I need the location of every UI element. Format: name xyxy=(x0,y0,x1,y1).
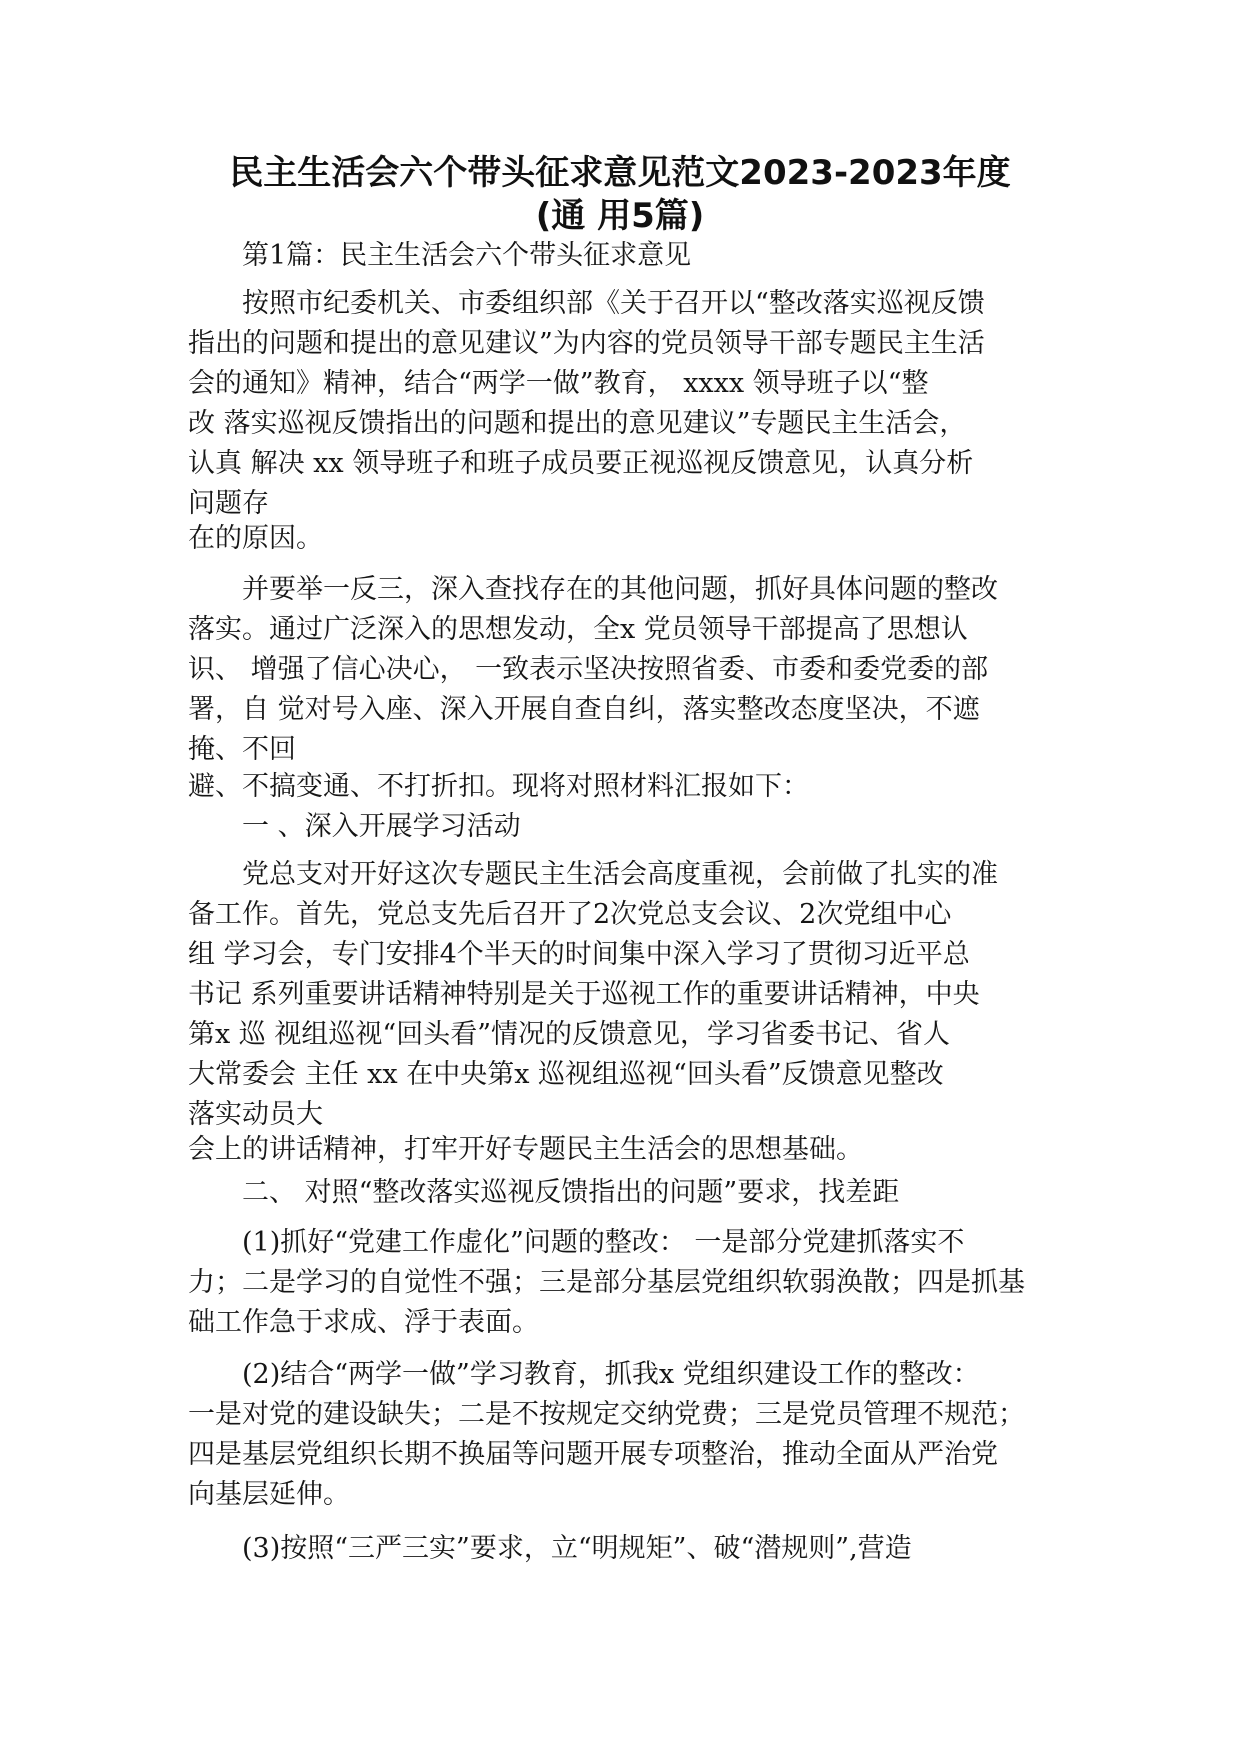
paragraph-line: 一是对党的建设缺失；二是不按规定交纳党费；三是党员管理不规范； xyxy=(188,1399,1025,1430)
paragraph-line: 署，自 觉对号入座、深入开展自查自纠，落实整改态度坚决，不遮 xyxy=(188,694,980,725)
paragraph-line: 识、 增强了信心决心， 一致表示坚决按照省委、市委和委党委的部 xyxy=(188,654,989,685)
paragraph-line: 组 学习会，专门安排4个半天的时间集中深入学习了贯彻习近平总 xyxy=(188,939,970,970)
paragraph-line: 按照市纪委机关、市委组织部《关于召开以“整改落实巡视反馈 xyxy=(242,288,985,319)
paragraph-line: 会的通知》精神，结合“两学一做”教育， xxxx 领导班子以“整 xyxy=(188,368,929,399)
document-title-line2: (通 用5篇) xyxy=(535,196,705,236)
section-heading: 二、 对照“整改落实巡视反馈指出的问题”要求，找差距 xyxy=(242,1177,900,1208)
paragraph-line: 四是基层党组织长期不换届等问题开展专项整治，推动全面从严治党 xyxy=(188,1439,998,1470)
paragraph-line: 指出的问题和提出的意见建议”为内容的党员领导干部专题民主生活 xyxy=(188,328,985,359)
section-heading: 一 、深入开展学习活动 xyxy=(242,811,521,842)
paragraph-line: 在的原因。 xyxy=(188,523,323,554)
paragraph-line: 改 落实巡视反馈指出的问题和提出的意见建议”专题民主生活会， xyxy=(188,408,967,439)
paragraph-line: (3)按照“三严三实”要求，立“明规矩”、破“潜规则”,营造 xyxy=(242,1533,912,1564)
paragraph-line: 落实。通过广泛深入的思想发动，全x 党员领导干部提高了思想认 xyxy=(188,614,968,645)
paragraph-line: 避、不搞变通、不打折扣。现将对照材料汇报如下： xyxy=(188,771,809,802)
paragraph-line: 掩、不回 xyxy=(188,734,296,765)
section-label: 第1篇：民主生活会六个带头征求意见 xyxy=(242,240,692,271)
paragraph-line: 问题存 xyxy=(188,488,269,519)
paragraph-line: 落实动员大 xyxy=(188,1099,323,1130)
paragraph-line: 认真 解决 xx 领导班子和班子成员要正视巡视反馈意见，认真分析 xyxy=(188,448,974,479)
paragraph-line: 备工作。首先，党总支先后召开了2次党总支会议、2次党组中心 xyxy=(188,899,952,930)
paragraph-line: 向基层延伸。 xyxy=(188,1479,350,1510)
paragraph-line: 第x 巡 视组巡视“回头看”情况的反馈意见，学习省委书记、省人 xyxy=(188,1019,950,1050)
paragraph-line: 大常委会 主任 xx 在中央第x 巡视组巡视“回头看”反馈意见整改 xyxy=(188,1059,944,1090)
document-title-line1: 民主生活会六个带头征求意见范文2023-2023年度 xyxy=(229,153,1011,193)
paragraph-line: 并要举一反三，深入查找存在的其他问题，抓好具体问题的整改 xyxy=(242,574,998,605)
paragraph-line: 会上的讲话精神，打牢开好专题民主生活会的思想基础。 xyxy=(188,1134,863,1165)
paragraph-line: 力；二是学习的自觉性不强；三是部分基层党组织软弱涣散；四是抓基 xyxy=(188,1267,1025,1298)
paragraph-line: (2)结合“两学一做”学习教育，抓我x 党组织建设工作的整改： xyxy=(242,1359,980,1390)
paragraph-line: 书记 系列重要讲话精神特别是关于巡视工作的重要讲话精神，中央 xyxy=(188,979,980,1010)
paragraph-line: 党总支对开好这次专题民主生活会高度重视，会前做了扎实的准 xyxy=(242,859,998,890)
paragraph-line: 础工作急于求成、浮于表面。 xyxy=(188,1307,539,1338)
paragraph-line: (1)抓好“党建工作虚化”问题的整改： 一是部分党建抓落实不 xyxy=(242,1227,965,1258)
